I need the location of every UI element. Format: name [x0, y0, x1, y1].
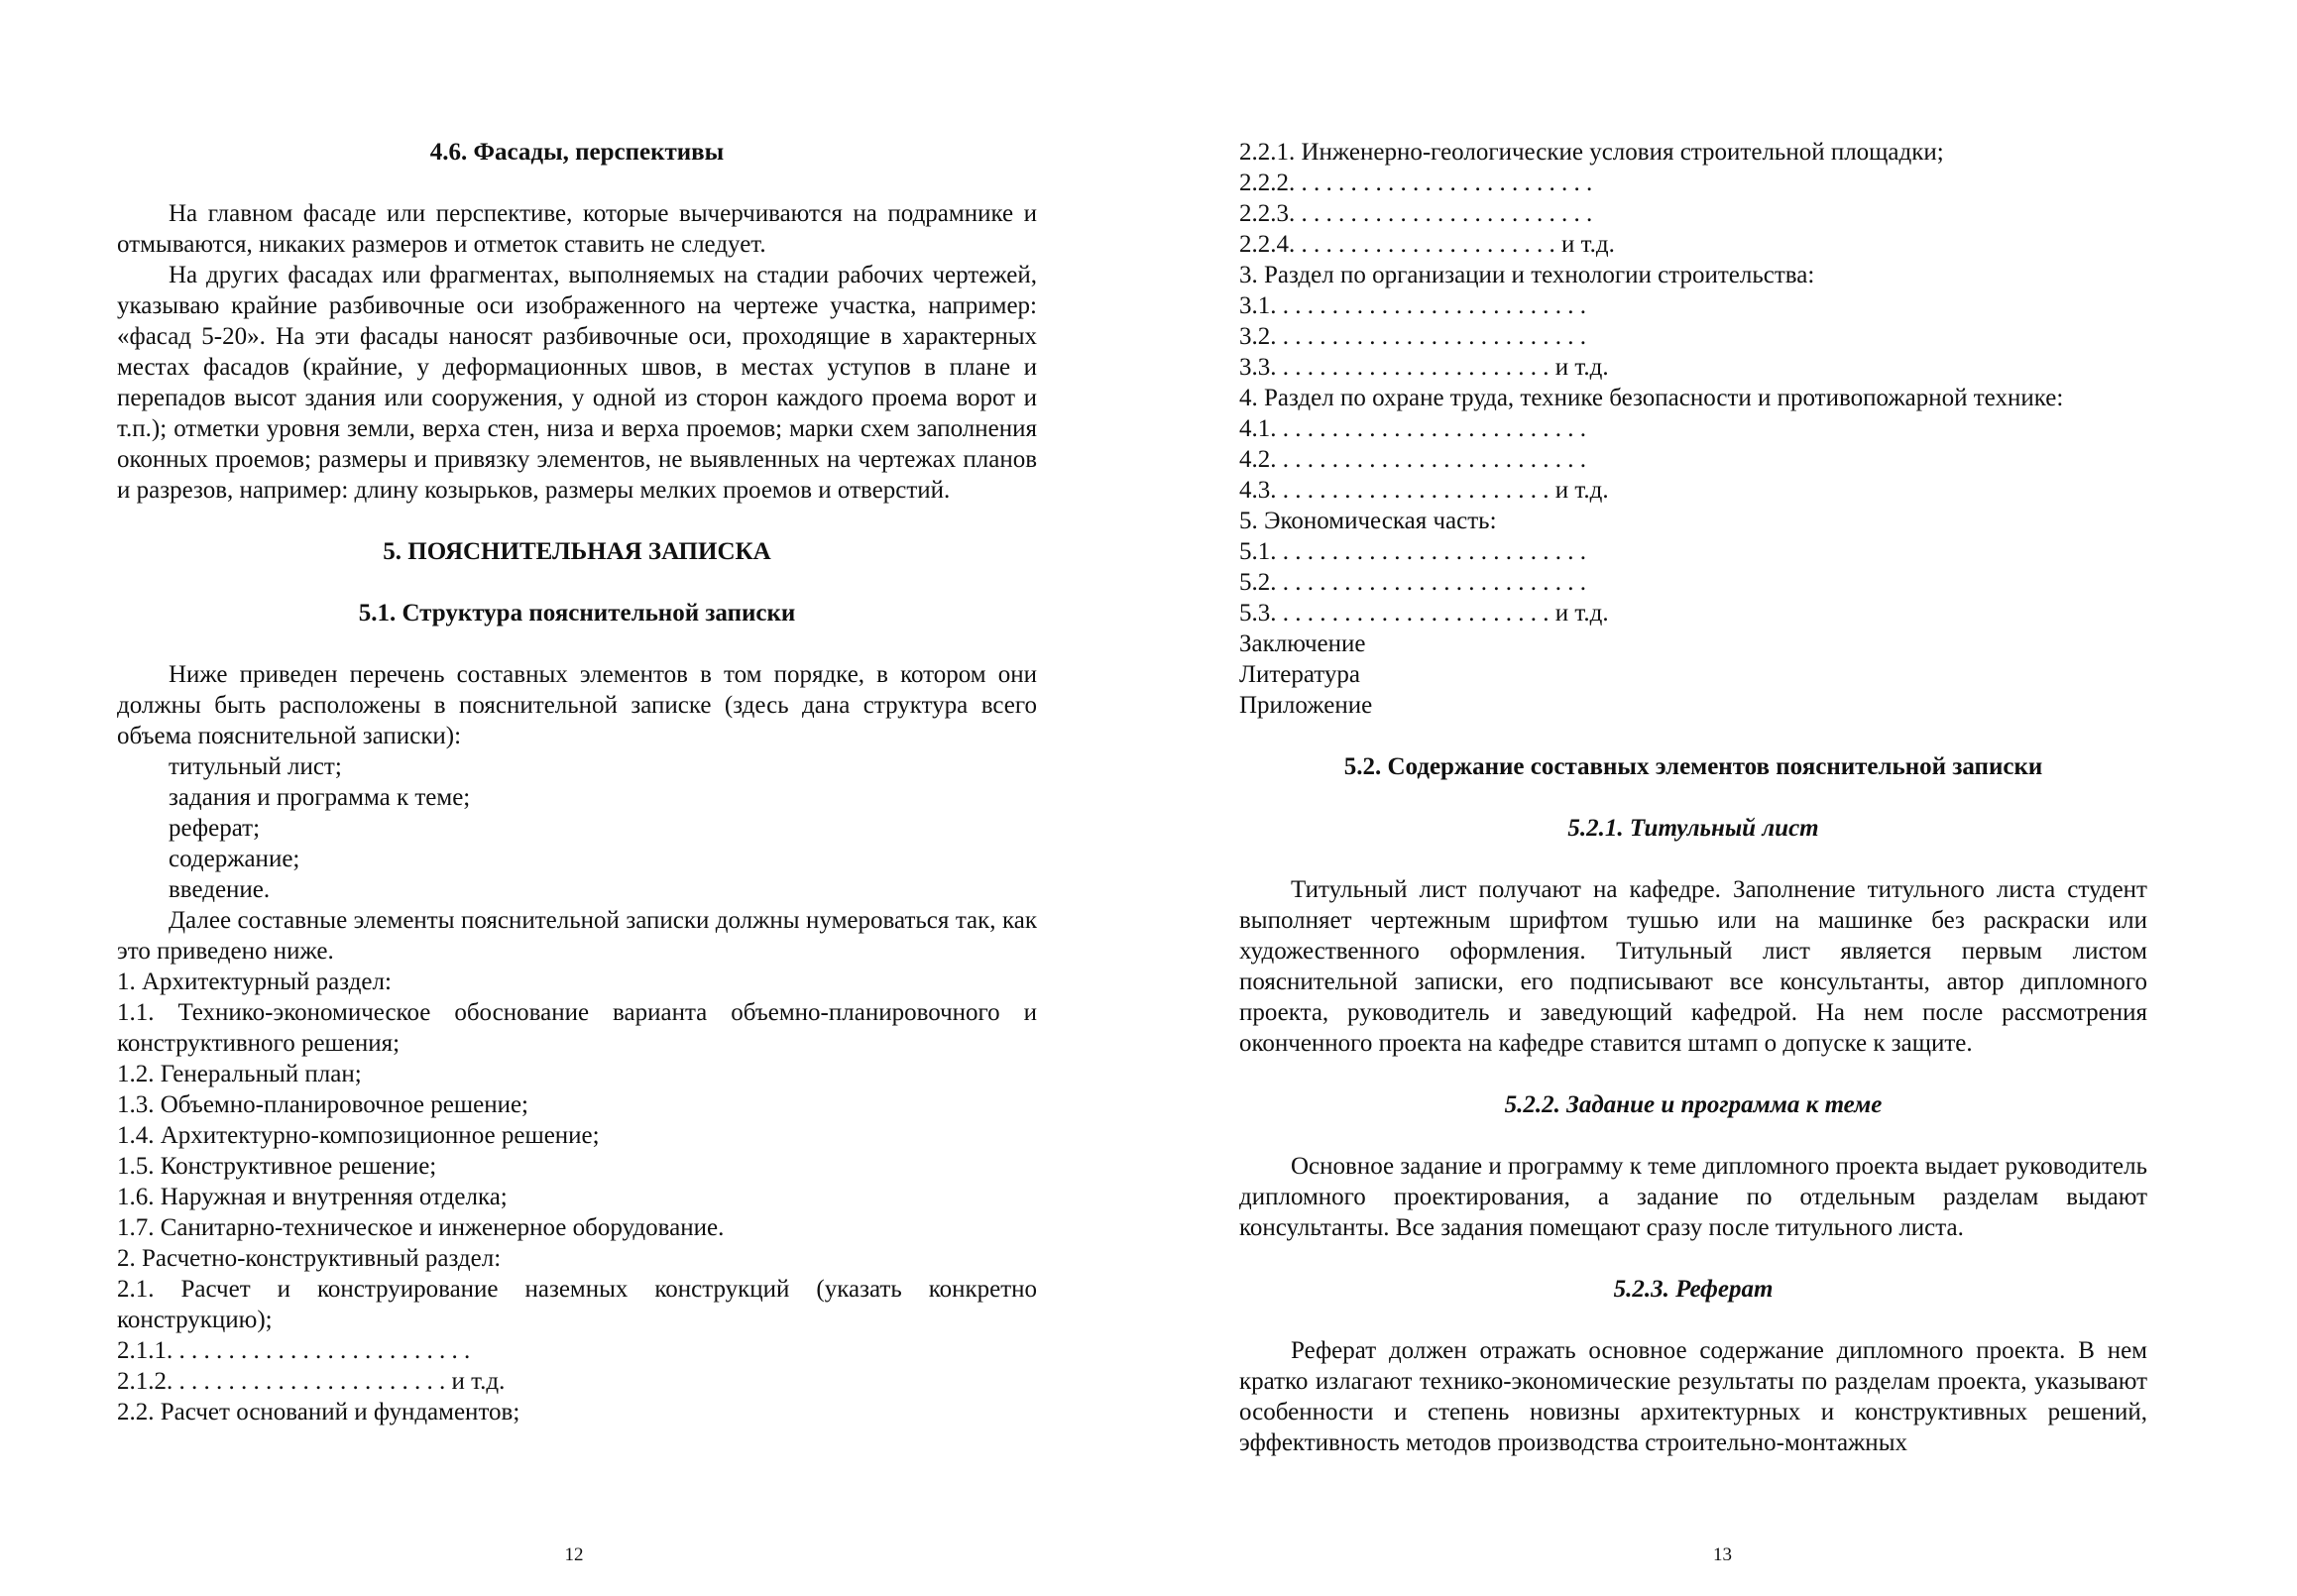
outline-item: 2.1.1. . . . . . . . . . . . . . . . . . . . . . . . .: [117, 1337, 471, 1364]
element-item: титульный лист;: [169, 753, 342, 780]
section-5-1-numbering-note: Далее составные элементы пояснительной записки должны нумероваться так, как это приведено ниже.: [117, 907, 1037, 965]
outline-item: 4.2. . . . . . . . . . . . . . . . . . . . . . . . . .: [1239, 446, 1586, 473]
section-5-2-title: 5.2. Содержание составных элементов пояснительной записки: [1343, 753, 2043, 780]
outline-item: 2.1.2. . . . . . . . . . . . . . . . . . . . . . . и т.д.: [117, 1368, 506, 1395]
left-page-text: [117, 137, 1037, 1427]
element-item: задания и программа к теме;: [169, 784, 471, 811]
outline-item: 3.1. . . . . . . . . . . . . . . . . . . . . . . . . .: [1239, 292, 1586, 319]
section-4-6-title: 4.6. Фасады, перспективы: [429, 139, 725, 166]
right-page: [1148, 0, 2297, 1596]
outline-item: 2. Расчетно-конструктивный раздел:: [117, 1245, 502, 1272]
section-5-2-1-text: Титульный лист получают на кафедре. Заполнение титульного листа студент выполняет чертежным шрифтом тушью или на машинке без раскраски или художественного оформления. Титульный лист является первым листом пояснительной записки, его подписывают все консультанты, автор дипломного проекта, руководитель и заведующий кафедрой. На нем после рассмотрения оконченного проекта на кафедре ставится штамп о допуске к защите.: [1239, 876, 2147, 1057]
outline-item: 1.2. Генеральный план;: [117, 1061, 362, 1087]
outline-item: 2.2.2. . . . . . . . . . . . . . . . . . . . . . . . .: [1239, 170, 1593, 196]
outline-item: 1.4. Архитектурно-композиционное решение;: [117, 1122, 600, 1149]
section-5-1-title: 5.1. Структура пояснительной записки: [358, 600, 796, 627]
outline-item: Приложение: [1239, 692, 1373, 719]
element-item: введение.: [169, 876, 271, 903]
left-page: [0, 0, 1148, 1596]
section-4-6-paragraph-2: На других фасадах или фрагментах, выполняемых на стадии рабочих чертежей, указываю крайние разбивочные оси изображенного на чертеже участка, например: «фасад 5-20». На эти фасады наносят разбивочные оси, проходящие в характерных местах фасадов (крайние, у деформационных швов, в местах уступов в плане и перепадов высот здания или сооружения, у одной из сторон каждого проема ворот и т.п.); отметки уровня земли, верха стен, низа и верха проемов; марки схем заполнения оконных проемов; размеры и привязку элементов, не выявленных на чертежах планов и разрезов, например: длину козырьков, размеры мелких проемов и отверстий.: [117, 262, 1037, 504]
outline-item: 5. Экономическая часть:: [1239, 508, 1497, 534]
element-item: содержание;: [169, 846, 300, 872]
outline-item: 2.2.3. . . . . . . . . . . . . . . . . . . . . . . . .: [1239, 200, 1593, 227]
section-5-2-2-title: 5.2.2. Задание и программа к теме: [1504, 1091, 1883, 1118]
outline-item: Литература: [1239, 661, 1360, 688]
outline-item: 2.2.1. Инженерно-геологические условия строительной площадки;: [1239, 139, 1944, 166]
section-5-title: 5. ПОЯСНИТЕЛЬНАЯ ЗАПИСКА: [383, 538, 771, 565]
outline-item: 2.2.4. . . . . . . . . . . . . . . . . . . . . . и т.д.: [1239, 231, 1615, 258]
outline-item: 1.7. Санитарно-техническое и инженерное оборудование.: [117, 1214, 725, 1241]
page-number: 12: [564, 1544, 584, 1565]
outline-item: 5.1. . . . . . . . . . . . . . . . . . . . . . . . . .: [1239, 538, 1586, 565]
outline-item: 3.2. . . . . . . . . . . . . . . . . . . . . . . . . .: [1239, 323, 1586, 350]
outline-item: 2.1. Расчет и конструирование наземных конструкций (указать конкретно конструкцию);: [117, 1276, 1037, 1333]
section-4-6-paragraph-1: На главном фасаде или перспективе, которые вычерчиваются на подрамнике и отмываются, никаких размеров и отметок ставить не следует.: [117, 200, 1037, 258]
outline-item: 4.3. . . . . . . . . . . . . . . . . . . . . . . и т.д.: [1239, 477, 1609, 504]
outline-item: 4. Раздел по охране труда, технике безопасности и противопожарной технике:: [1239, 385, 2064, 411]
outline-item: 1.3. Объемно-планировочное решение;: [117, 1091, 528, 1118]
section-5-2-3-title: 5.2.3. Реферат: [1613, 1276, 1774, 1303]
outline-item: 1. Архитектурный раздел:: [117, 969, 392, 995]
outline-item: 3. Раздел по организации и технологии строительства:: [1239, 262, 1815, 288]
outline-item: 1.6. Наружная и внутренняя отделка;: [117, 1184, 508, 1210]
section-5-1-intro: Ниже приведен перечень составных элементов в том порядке, в котором они должны быть расположены в пояснительной записке (здесь дана структура всего объема пояснительной записки):: [117, 661, 1037, 749]
outline-item: 1.1. Технико-экономическое обоснование варианта объемно-планировочного и конструктивного решения;: [117, 999, 1037, 1057]
section-5-2-1-title: 5.2.1. Титульный лист: [1567, 815, 1819, 842]
outline-item: 3.3. . . . . . . . . . . . . . . . . . . . . . . и т.д.: [1239, 354, 1609, 381]
outline-item: 5.2. . . . . . . . . . . . . . . . . . . . . . . . . .: [1239, 569, 1586, 596]
outline-item: 4.1. . . . . . . . . . . . . . . . . . . . . . . . . .: [1239, 415, 1586, 442]
page-number: 13: [1713, 1544, 1732, 1565]
outline-item: 5.3. . . . . . . . . . . . . . . . . . . . . . . и т.д.: [1239, 600, 1609, 627]
outline-item: Заключение: [1239, 630, 1366, 657]
outline-item: 2.2. Расчет оснований и фундаментов;: [117, 1399, 520, 1425]
section-5-2-3-text: Реферат должен отражать основное содержание дипломного проекта. В нем кратко излагают технико-экономические результаты по разделам проекта, указывают особенности и степень новизны архитектурных и конструктивных решений, эффективность методов производства строительно-монтажных: [1239, 1337, 2147, 1456]
outline-item: 1.5. Конструктивное решение;: [117, 1153, 437, 1180]
element-item: реферат;: [169, 815, 261, 842]
right-page-text: [1239, 137, 2147, 1458]
section-5-2-2-text: Основное задание и программу к теме дипломного проекта выдает руководитель дипломного проектирования, а задание по отдельным разделам выдают консультанты. Все задания помещают сразу после титульного листа.: [1239, 1153, 2147, 1241]
